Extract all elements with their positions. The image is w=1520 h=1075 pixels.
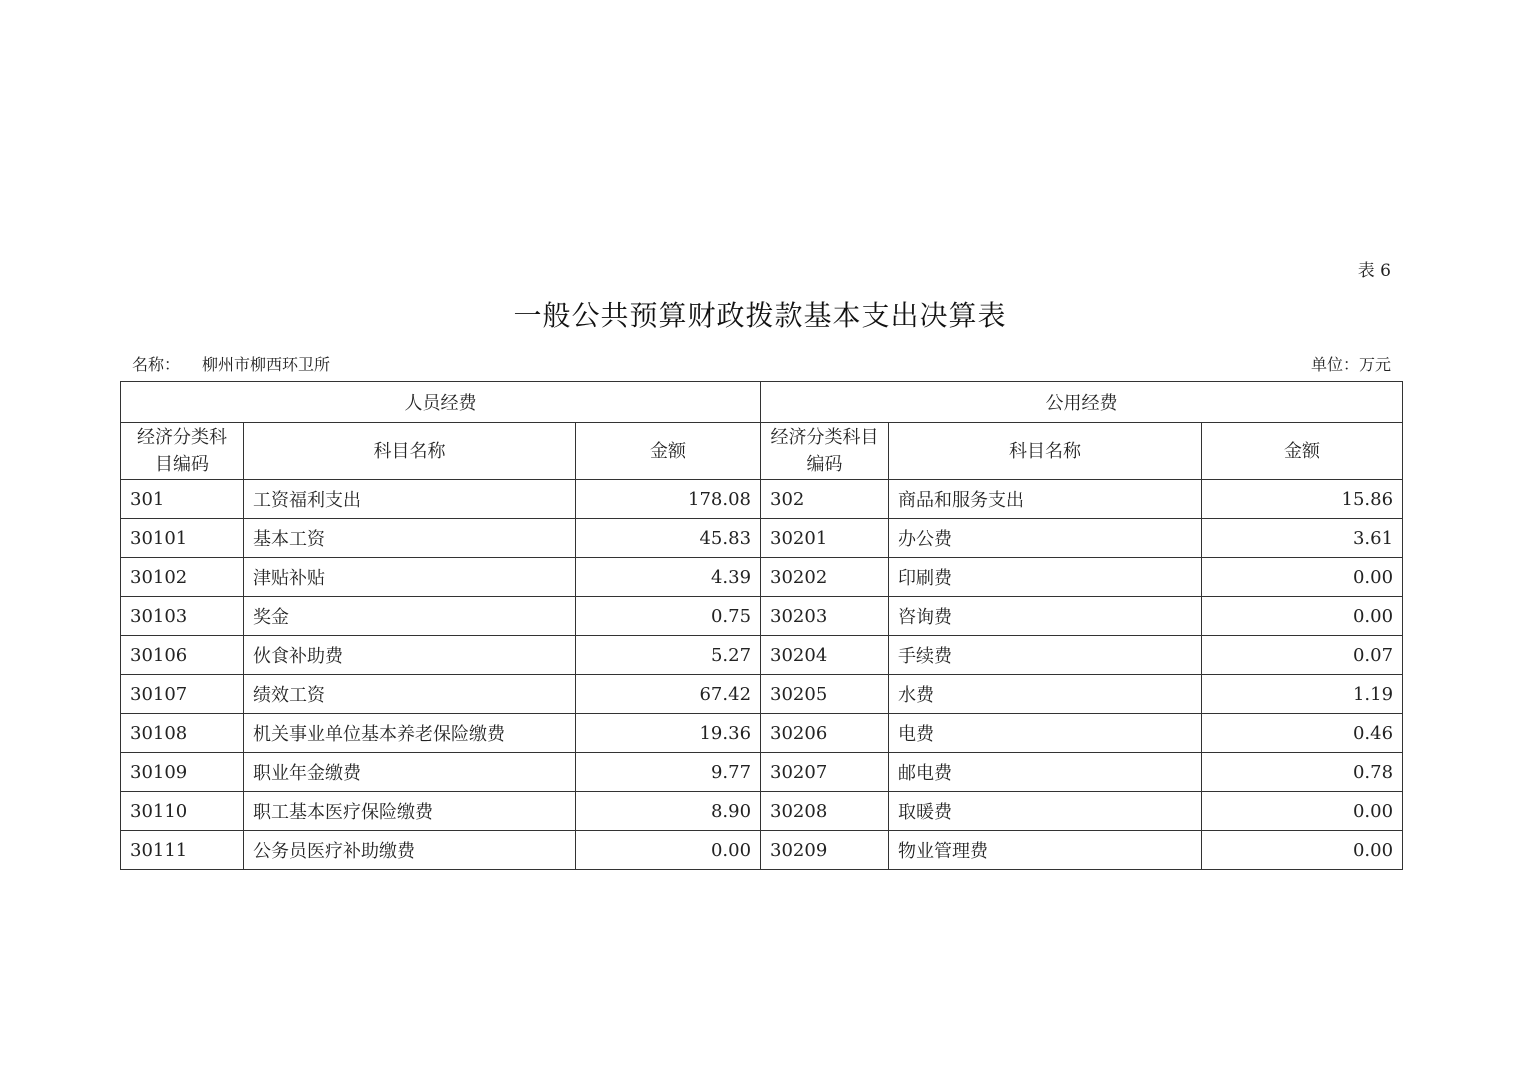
public-subject-cell: 电费 xyxy=(889,714,1202,753)
personnel-code-cell: 30111 xyxy=(121,831,244,870)
personnel-code-cell: 301 xyxy=(121,480,244,519)
personnel-code-header: 经济分类科目编码 xyxy=(121,423,244,480)
public-subject-cell: 手续费 xyxy=(889,636,1202,675)
public-code-cell: 30207 xyxy=(761,753,889,792)
table-row xyxy=(121,675,1403,714)
public-subject-cell: 取暖费 xyxy=(889,792,1202,831)
public-subject-cell: 办公费 xyxy=(889,519,1202,558)
public-code-cell: 302 xyxy=(761,480,889,519)
column-header-row xyxy=(121,423,1403,480)
personnel-subject-cell: 公务员医疗补助缴费 xyxy=(244,831,576,870)
personnel-code-cell: 30108 xyxy=(121,714,244,753)
table-row xyxy=(121,636,1403,675)
personnel-subject-cell: 职业年金缴费 xyxy=(244,753,576,792)
public-code-cell: 30204 xyxy=(761,636,889,675)
public-code-cell: 30209 xyxy=(761,831,889,870)
group-header-row xyxy=(121,382,1403,423)
personnel-code-cell: 30102 xyxy=(121,558,244,597)
personnel-code-cell: 30110 xyxy=(121,792,244,831)
public-code-header: 经济分类科目编码 xyxy=(761,423,889,480)
table-row xyxy=(121,558,1403,597)
public-amount-cell: 15.86 xyxy=(1202,480,1403,519)
table-row xyxy=(121,597,1403,636)
public-subject-cell: 物业管理费 xyxy=(889,831,1202,870)
table-row xyxy=(121,831,1403,870)
personnel-amount-cell: 67.42 xyxy=(576,675,761,714)
public-code-cell: 30208 xyxy=(761,792,889,831)
personnel-code-cell: 30106 xyxy=(121,636,244,675)
public-amount-cell: 0.46 xyxy=(1202,714,1403,753)
public-expense-header: 公用经费 xyxy=(761,382,1403,423)
public-amount-header: 金额 xyxy=(1202,423,1403,480)
personnel-amount-cell: 8.90 xyxy=(576,792,761,831)
organization-info xyxy=(132,352,330,375)
table-row xyxy=(121,753,1403,792)
personnel-subject-cell: 基本工资 xyxy=(244,519,576,558)
public-code-cell: 30201 xyxy=(761,519,889,558)
public-amount-cell: 0.00 xyxy=(1202,597,1403,636)
table-row xyxy=(121,480,1403,519)
public-code-cell: 30202 xyxy=(761,558,889,597)
public-subject-cell: 水费 xyxy=(889,675,1202,714)
personnel-code-cell: 30101 xyxy=(121,519,244,558)
page-title: 一般公共预算财政拨款基本支出决算表 xyxy=(513,299,1007,332)
personnel-expense-header: 人员经费 xyxy=(121,382,761,423)
personnel-amount-cell: 4.39 xyxy=(576,558,761,597)
personnel-amount-header: 金额 xyxy=(576,423,761,480)
personnel-amount-cell: 19.36 xyxy=(576,714,761,753)
public-amount-cell: 0.07 xyxy=(1202,636,1403,675)
public-amount-cell: 0.00 xyxy=(1202,558,1403,597)
public-code-cell: 30206 xyxy=(761,714,889,753)
organization-name: 柳州市柳西环卫所 xyxy=(202,355,331,374)
table-number-label: 表 6 xyxy=(1357,261,1391,281)
table-row xyxy=(121,714,1403,753)
public-code-cell: 30205 xyxy=(761,675,889,714)
personnel-amount-cell: 0.00 xyxy=(576,831,761,870)
public-code-cell: 30203 xyxy=(761,597,889,636)
public-amount-cell: 0.00 xyxy=(1202,792,1403,831)
personnel-code-cell: 30103 xyxy=(121,597,244,636)
personnel-amount-cell: 9.77 xyxy=(576,753,761,792)
personnel-subject-cell: 机关事业单位基本养老保险缴费 xyxy=(244,714,576,753)
personnel-subject-cell: 伙食补助费 xyxy=(244,636,576,675)
table-row xyxy=(121,519,1403,558)
personnel-amount-cell: 45.83 xyxy=(576,519,761,558)
public-subject-header: 科目名称 xyxy=(889,423,1202,480)
public-amount-cell: 0.78 xyxy=(1202,753,1403,792)
name-label: 名称： xyxy=(132,355,181,374)
personnel-amount-cell: 0.75 xyxy=(576,597,761,636)
personnel-code-cell: 30109 xyxy=(121,753,244,792)
table-row xyxy=(121,792,1403,831)
public-subject-cell: 邮电费 xyxy=(889,753,1202,792)
personnel-subject-cell: 工资福利支出 xyxy=(244,480,576,519)
public-subject-cell: 商品和服务支出 xyxy=(889,480,1202,519)
public-amount-cell: 3.61 xyxy=(1202,519,1403,558)
public-subject-cell: 咨询费 xyxy=(889,597,1202,636)
personnel-amount-cell: 178.08 xyxy=(576,480,761,519)
personnel-subject-cell: 奖金 xyxy=(244,597,576,636)
budget-table xyxy=(120,381,1403,870)
personnel-subject-header: 科目名称 xyxy=(244,423,576,480)
unit-label: 单位：万元 xyxy=(1310,355,1391,374)
personnel-amount-cell: 5.27 xyxy=(576,636,761,675)
personnel-subject-cell: 津贴补贴 xyxy=(244,558,576,597)
personnel-subject-cell: 职工基本医疗保险缴费 xyxy=(244,792,576,831)
personnel-code-cell: 30107 xyxy=(121,675,244,714)
public-amount-cell: 1.19 xyxy=(1202,675,1403,714)
personnel-subject-cell: 绩效工资 xyxy=(244,675,576,714)
public-subject-cell: 印刷费 xyxy=(889,558,1202,597)
public-amount-cell: 0.00 xyxy=(1202,831,1403,870)
